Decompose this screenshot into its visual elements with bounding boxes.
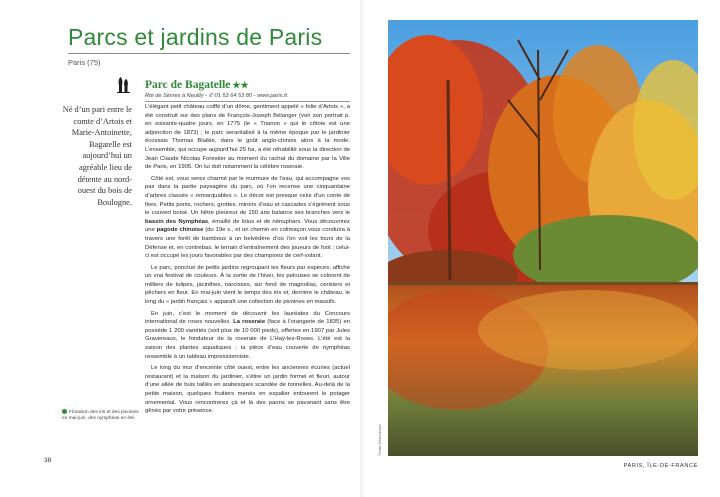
bullet-icon xyxy=(62,409,67,414)
photo-caption-text: Floraison des iris et des pivoines en mai-juin, des nymphéas en été. xyxy=(62,409,139,422)
paragraph-text: L’élégant petit château coiffé d’un dôme, gentiment appelé « folie d’Artois », a été construit sur des plans de François-Joseph Bélanger (voir son portrait p. en soixante-quatre jours, en 1775 (le « Trianon » qui le côtoie est une adjonction de 1873) ; le parc seraréalisé à la même époque par le jardinier écossais Thomas Blaikie, dans le goût anglo-chinois alors à la mode. L’ensemble, qui occupe aujourd’hui 25 ha, a été réhabilité sous la direction de Jean Claude Nicolas Forestier au moment du rachat du domaine par la Ville de Paris, en 1905. On lui doit notamment la célèbre roseraie. xyxy=(145,104,350,171)
paragraph-text: Côté est, vous serez charmé par le murmure de l’eau, qui accompagne vos pas dans la partie paysagère du parc, où l’on recense une cinquantaine d’arbres classés « remarquables ». Le décor est presque celui d’un conte de fées. Petits ponts, rochers, grottes, miroirs d’eau et cascades s’égrènent sous le couvert boisé. Un hêtre pleureur de 150 ans balance ses branches vers le xyxy=(145,175,350,217)
park-title xyxy=(145,79,249,91)
highlight-term: bassin des Nymphéas xyxy=(145,218,209,225)
rating-stars: ★★ xyxy=(232,80,249,90)
paragraph-text: Le long du mur d’enceinte côté ouest, entre les anciennes écuries (actuel restaurant) et la maison du jardinier, s’étire un jardin formel et fleuri, autour d’une allée de buis taillés en arabesques scandée de tonnelles. Au-delà de la petite maison, quelques fruitiers menés en espalier entourent le potager ornemental. Vous rencontrerez çà et là des paons se pavanant sans être gênés par votre présence. xyxy=(145,365,350,415)
paragraph-text: , émaillé de lotus et de nénuphars. Vous découvrirez une xyxy=(145,218,350,234)
running-footer: PARIS, ÎLE-DE-FRANCE xyxy=(623,463,698,469)
page-number: 38 xyxy=(44,457,52,464)
chapter-title: Parcs et jardins de Paris xyxy=(68,24,323,50)
info-divider xyxy=(145,101,350,102)
highlight-term: La roseraie xyxy=(233,319,266,326)
paragraph-text: (du 19e s., et un chemin en colimaçon vous conduira à travers une forêt de bambous à un belvédère d’où l’on voit les tours de la Défense et, en contrebas, le terrain d’entraînement des joueurs de foot ; celui-ci est occupé les jours favorables par des champions de cerf-volant. xyxy=(145,227,350,260)
article-paragraph xyxy=(145,310,350,362)
sidenote: Né d’un pari entre le comte d’Artois et Marie-Antoinette, Bagatelle est aujourd’hui un agréable lieu de détente au nord-ouest du bois de Boulogne. xyxy=(62,105,132,207)
park-practical-info: Rte de Sèvres à Neuilly - ✆ 01 53 64 53 80 - www.paris.fr. xyxy=(145,93,289,99)
article-paragraph xyxy=(145,103,350,172)
article-paragraph xyxy=(145,175,350,261)
title-divider xyxy=(68,53,350,54)
park-name: Parc de Bagatelle xyxy=(145,79,231,91)
article-paragraph xyxy=(145,264,350,307)
highlight-term: pagode chinoise xyxy=(156,227,204,234)
article-body xyxy=(145,103,350,419)
page-gutter xyxy=(360,0,366,497)
autumn-park-lake-image xyxy=(388,20,698,456)
paragraph-text: Le parc, ponctué de petits jardins regroupant les fleurs par espèces, affiche un vrai festival de couleurs. À la sortie de l’hiver, les pelouses se colorent de milliers de tulipes, jacinthes, narcisses, sur fond de magnolias, cerisiers et pêchers en fleur. En mai-juin vient le temps des iris et, derrière le château, le long du « jardin français » apparaît une collection de pivoines en massifs. xyxy=(145,264,350,306)
photo-caption xyxy=(62,409,142,423)
park-photo xyxy=(388,20,698,456)
location-label: Paris (75) xyxy=(68,58,101,67)
cypress-tree-icon xyxy=(114,76,132,94)
article-paragraph xyxy=(145,364,350,416)
paragraph-text: En juin, c’est le moment de découvrir les lauréates du Concours international de roses nouvelles. xyxy=(145,310,350,326)
photo-credit xyxy=(378,448,430,456)
paragraph-text: (face à l’orangerie de 1835) en possède 1 200 variétés (soit plus de 10 000 pieds), offertes en 1907 par Jules Gravereaux, le fondateur de la roseraie de L’Haÿ-les-Roses. L’été est la saison des plantes aquatiques : la pièce d’eau couverte de nymphéas ressemble à un tableau impressionniste. xyxy=(145,319,351,360)
